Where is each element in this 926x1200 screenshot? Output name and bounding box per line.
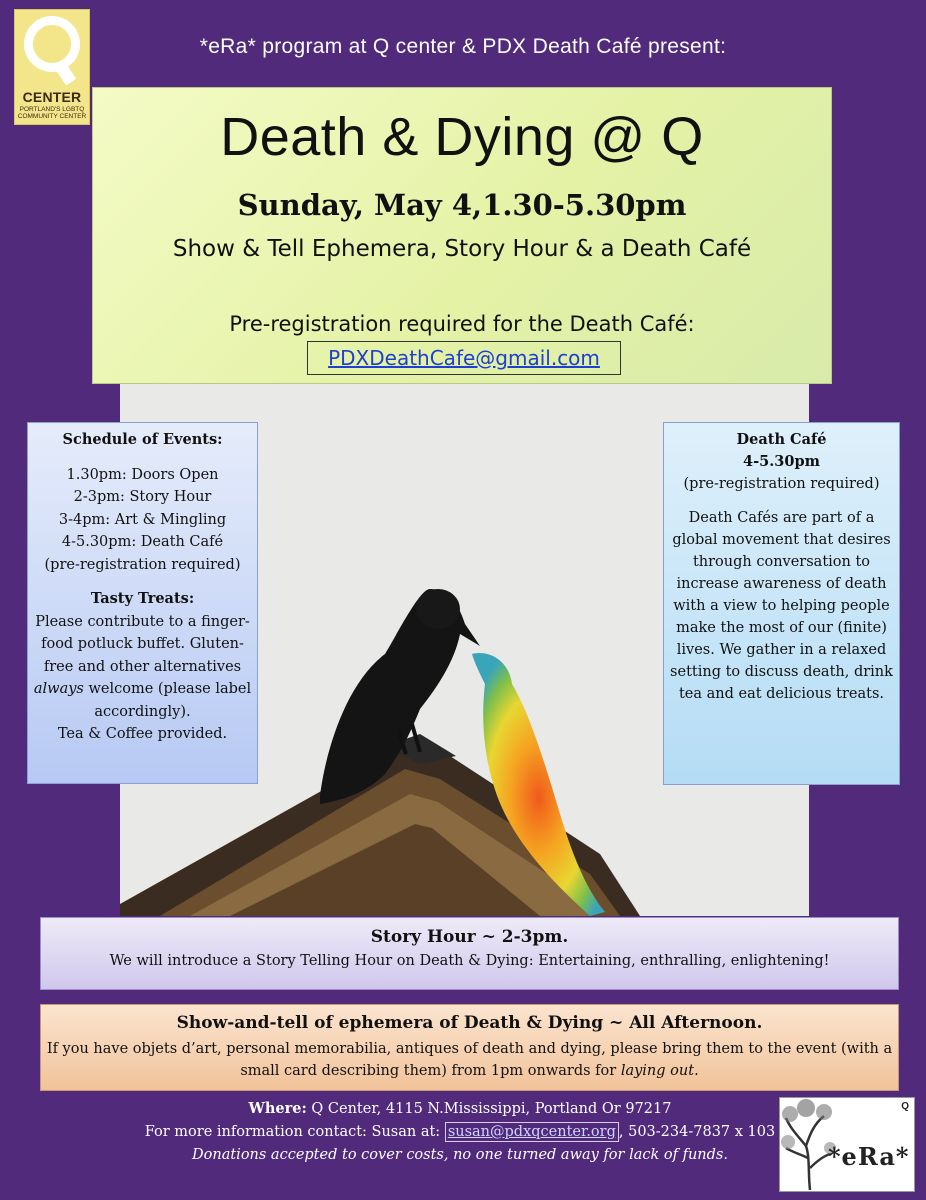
schedule-item: 4-5.30pm: Death Café	[61, 534, 224, 550]
presenter-line: *eRa* program at Q center & PDX Death Café present:	[199, 35, 727, 58]
q-center-logo	[14, 9, 90, 125]
show-and-tell-heading: Show-and-tell of ephemera of Death & Dying ~ All Afternoon.	[176, 1013, 763, 1033]
death-cafe-description: Death Cafés are part of a global movement that desires through conversation to increase awareness of death with a view to helping people make the most of our (finite) lives. We gather in a relaxed setting to discuss death, drink tea and eat delicious treats.	[670, 510, 893, 702]
schedule-box	[27, 422, 258, 784]
treats-heading: Tasty Treats:	[90, 590, 195, 607]
show-and-tell-box	[40, 1004, 899, 1091]
story-hour-heading: Story Hour ~ 2-3pm.	[370, 927, 569, 947]
story-hour-box	[40, 917, 899, 990]
footer	[120, 1097, 800, 1167]
era-logo-text: *eRa*	[828, 1142, 910, 1171]
q-logo-ring	[24, 16, 80, 72]
q-logo-word: CENTER	[22, 89, 82, 105]
title-panel	[92, 87, 832, 384]
era-logo-mark: Q	[901, 1101, 909, 1112]
preregistration-note: Pre-registration required for the Death Café:	[229, 312, 695, 336]
death-cafe-box	[663, 422, 900, 785]
q-logo-subtitle: PORTLAND'S LGBTQ COMMUNITY CENTER	[17, 106, 87, 120]
schedule-item: (pre-registration required)	[44, 556, 241, 573]
schedule-item: 3-4pm: Art & Mingling	[58, 511, 227, 528]
event-title: Death & Dying @ Q	[220, 107, 704, 167]
donations-note: Donations accepted to cover costs, no one turned away for lack of funds.	[192, 1147, 728, 1163]
treats-text: Please contribute to a finger-food potluck buffet. Gluten-free and other alternatives always welcome (please label accordingly).	[33, 613, 252, 720]
q-logo-tail	[54, 61, 76, 86]
contact-email-link[interactable]: susan@pdxqcenter.org	[445, 1122, 619, 1142]
era-logo	[779, 1097, 915, 1192]
death-cafe-note: (pre-registration required)	[683, 476, 880, 492]
schedule-item: 2-3pm: Story Hour	[73, 489, 212, 505]
treats-drinks: Tea & Coffee provided.	[57, 726, 228, 742]
schedule-item: 1.30pm: Doors Open	[66, 466, 219, 483]
contact-line: For more information contact: Susan at: susan@pdxqcenter.org , 503-234-7837 x 103	[144, 1124, 776, 1140]
death-cafe-time: 4-5.30pm	[743, 453, 820, 470]
event-date: Sunday, May 4,1.30-5.30pm	[237, 188, 687, 222]
schedule-heading: Schedule of Events:	[62, 431, 223, 448]
venue-line: Where: Q Center, 4115 N.Mississippi, Portland Or 97217	[248, 1100, 672, 1117]
story-hour-text: We will introduce a Story Telling Hour on Death & Dying: Entertaining, enthralling, enlightening!	[109, 953, 830, 969]
show-and-tell-text: If you have objets d’art, personal memorabilia, antiques of death and dying, please bring them to the event (with a small card describing them) from 1pm onwards for laying out.	[46, 1041, 893, 1079]
event-subtitle: Show & Tell Ephemera, Story Hour & a Death Café	[172, 236, 752, 262]
death-cafe-heading: Death Café	[736, 431, 827, 448]
registration-email-link[interactable]: PDXDeathCafe@gmail.com	[307, 341, 621, 375]
